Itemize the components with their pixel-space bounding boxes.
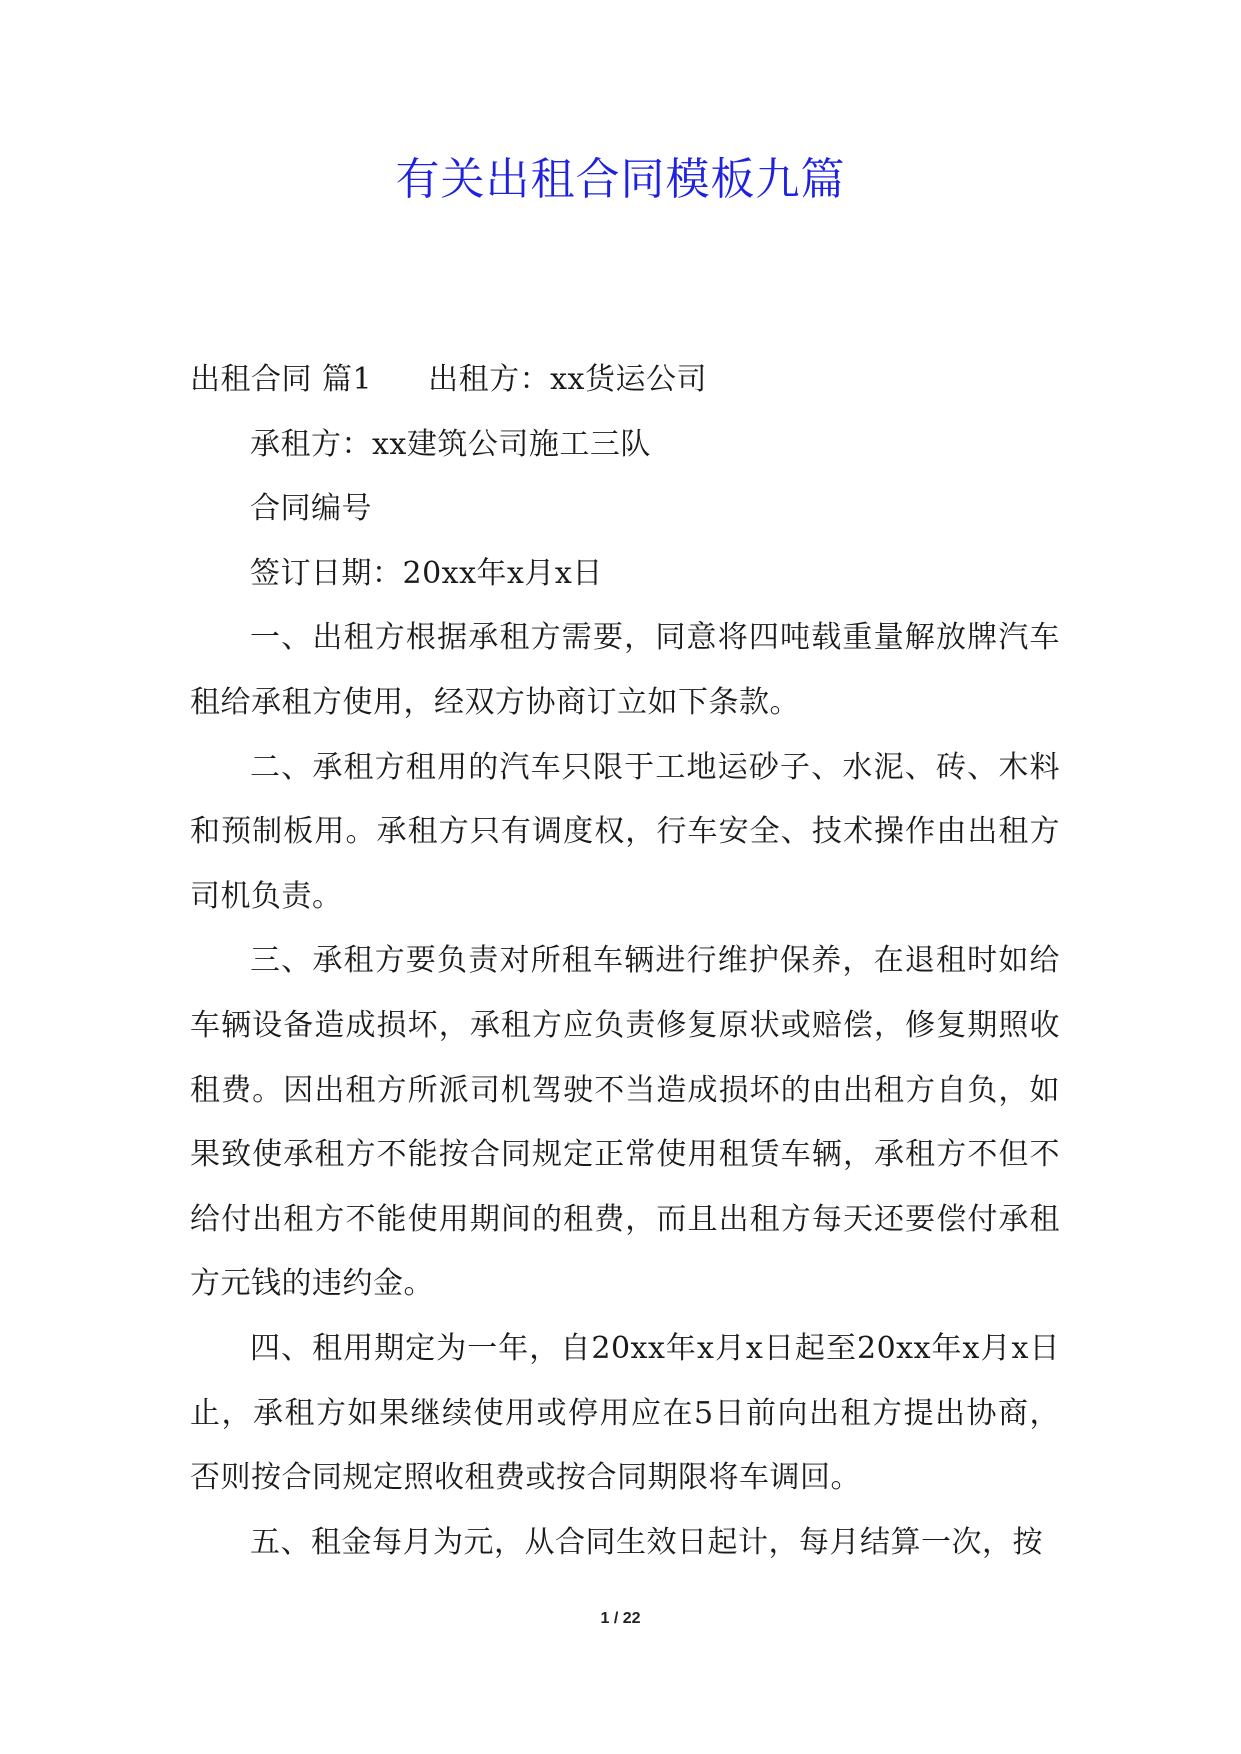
clause-paragraph-1: 一、出租方根据承租方需要，同意将四吨载重量解放牌汽车租给承租方使用，经双方协商订立如下条款。 <box>190 620 1060 720</box>
clause-paragraph-2: 二、承租方租用的汽车只限于工地运砂子、水泥、砖、木料和预制板用。承租方只有调度权，行车安全、技术操作由出租方司机负责。 <box>190 749 1060 914</box>
lessee-line: 承租方：xx建筑公司施工三队 <box>250 426 651 462</box>
section-heading-line <box>190 348 1060 413</box>
clause-paragraph-4: 四、租用期定为一年，自20xx年x月x日起至20xx年x月x日止，承租方如果继续使用或停用应在5日前向出租方提出协商，否则按合同规定照收租费或按合同期限将车调回。 <box>190 1330 1060 1496</box>
clause-paragraph-5: 五、租金每月为元，从合同生效日起计，每月结算一次，按 <box>250 1524 1043 1560</box>
clause-paragraph-3: 三、承租方要负责对所租车辆进行维护保养，在退租时如给车辆设备造成损坏，承租方应负责修复原状或赔偿，修复期照收租费。因出租方所派司机驾驶不当造成损坏的由出租方自负，如果致使承租方不能按合同规定正常使用租赁车辆，承租方不但不给付出租方不能使用期间的租费，而且出租方每天还要偿付承租方元钱的违约金。 <box>190 943 1060 1302</box>
page-number: 1 / 22 <box>600 1610 641 1627</box>
section-label: 出租合同 篇1 <box>190 362 373 397</box>
contract-number-line: 合同编号 <box>250 491 372 527</box>
document-title: 有关出租合同模板九篇 <box>395 154 846 205</box>
sign-date-line: 签订日期：20xx年x月x日 <box>250 555 603 591</box>
document-body <box>190 348 1060 1575</box>
lessor-line: 出租方：xx货运公司 <box>428 362 707 397</box>
